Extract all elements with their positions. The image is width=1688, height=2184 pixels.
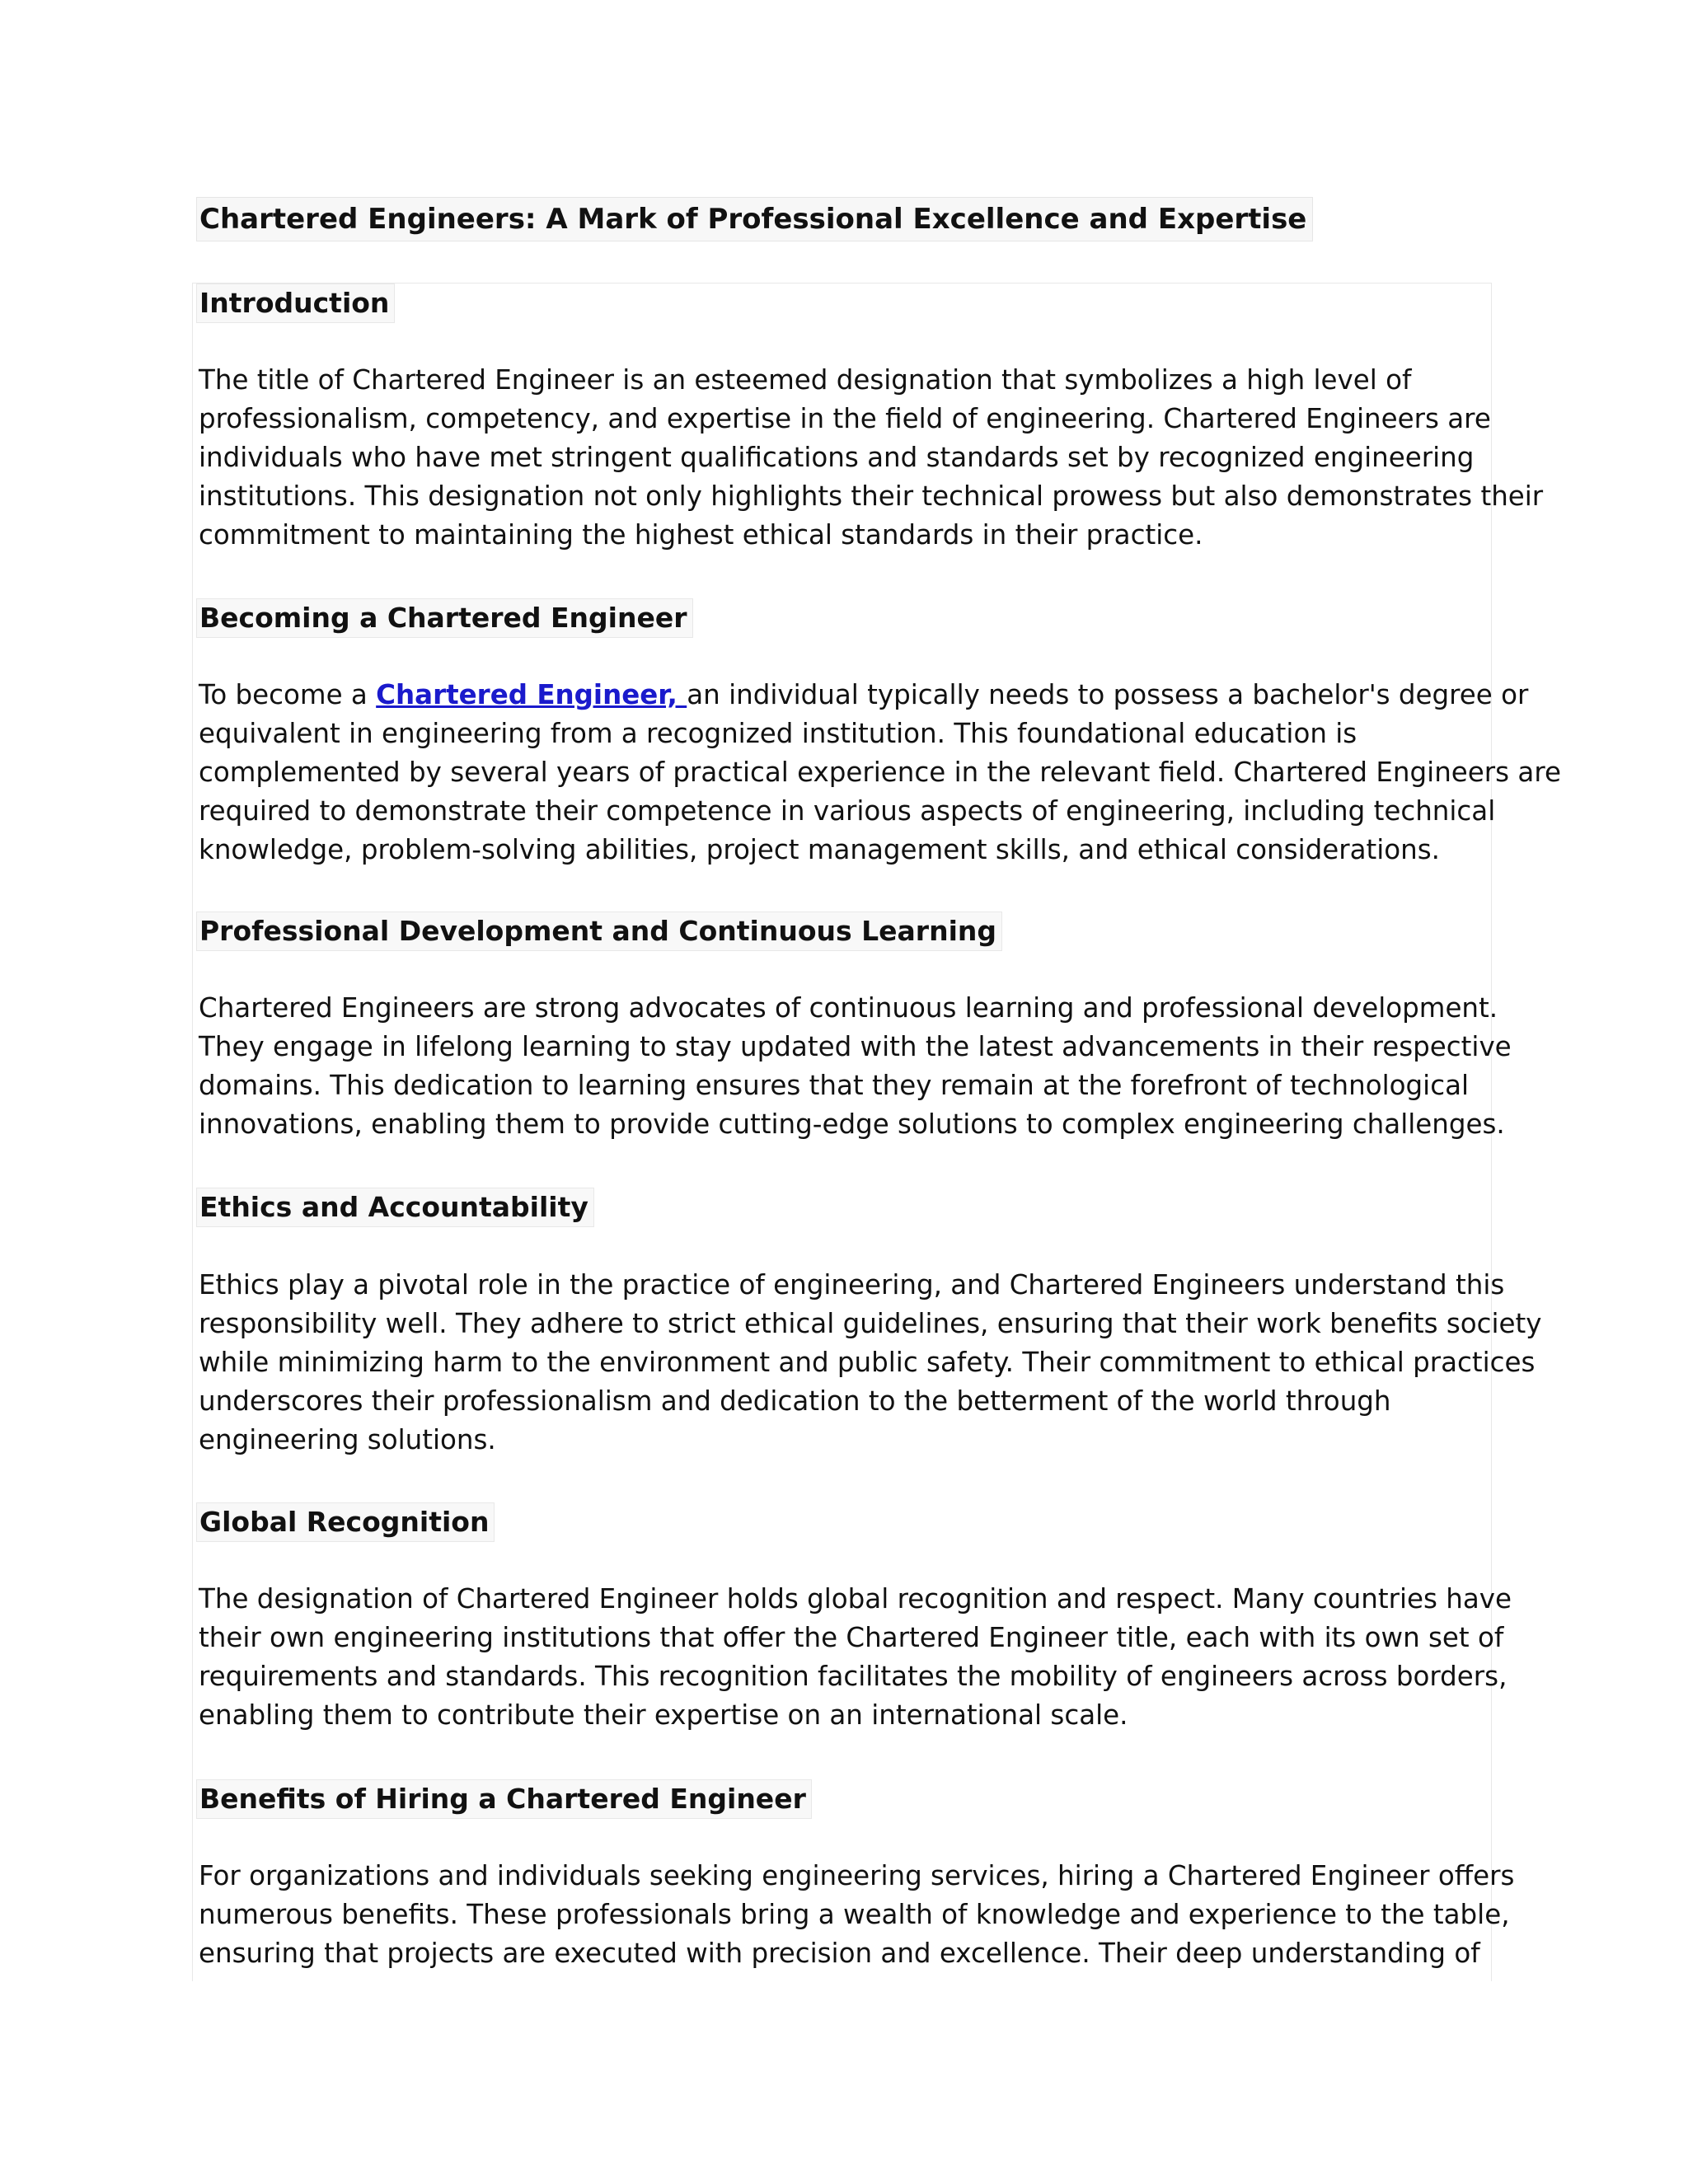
paragraph-benefits-hiring	[199, 1857, 1515, 1973]
paragraph-professional-development	[199, 989, 1512, 1144]
paragraph-introduction	[199, 361, 1544, 555]
text-line: knowledge, problem-solving abilities, project management skills, and ethical considerations.	[199, 834, 1441, 865]
text-line: individuals who have met stringent qualifications and standards set by recognized engineering	[199, 442, 1475, 473]
paragraph-ethics-accountability	[199, 1266, 1542, 1460]
text-line: engineering solutions.	[199, 1424, 496, 1455]
text-line: enabling them to contribute their expertise on an international scale.	[199, 1699, 1128, 1731]
text-line: The designation of Chartered Engineer holds global recognition and respect. Many countries have	[199, 1583, 1512, 1615]
text-segment: To become a	[199, 679, 377, 710]
text-line: The title of Chartered Engineer is an esteemed designation that symbolizes a high level of	[199, 364, 1412, 396]
text-line: innovations, enabling them to provide cutting-edge solutions to complex engineering challenges.	[199, 1108, 1505, 1140]
text-line: complemented by several years of practical experience in the relevant field. Chartered Engineers are	[199, 757, 1561, 788]
text-line	[199, 676, 1529, 715]
text-line: ensuring that projects are executed with precision and excellence. Their deep understanding of	[199, 1938, 1480, 1969]
text-line: their own engineering institutions that offer the Chartered Engineer title, each with its own set of	[199, 1622, 1504, 1653]
paragraph-global-recognition	[199, 1580, 1512, 1735]
text-line: while minimizing harm to the environment and public safety. Their commitment to ethical practices	[199, 1347, 1536, 1378]
heading-introduction: Introduction	[196, 284, 395, 323]
text-segment: an individual typically needs to possess a bachelor's degree or	[687, 679, 1529, 710]
heading-becoming-chartered-engineer: Becoming a Chartered Engineer	[196, 598, 693, 638]
text-line: numerous benefits. These professionals bring a wealth of knowledge and experience to the table,	[199, 1899, 1510, 1930]
text-line: institutions. This designation not only highlights their technical prowess but also demonstrates their	[199, 480, 1544, 512]
heading-professional-development: Professional Development and Continuous Learning	[196, 912, 1002, 951]
heading-benefits-hiring: Benefits of Hiring a Chartered Engineer	[196, 1779, 812, 1819]
heading-global-recognition: Global Recognition	[196, 1502, 495, 1542]
text-line: requirements and standards. This recognition facilitates the mobility of engineers across borders,	[199, 1661, 1507, 1692]
chartered-engineer-link[interactable]: Chartered Engineer,	[376, 679, 687, 710]
text-line: commitment to maintaining the highest ethical standards in their practice.	[199, 519, 1203, 551]
text-line: underscores their professionalism and dedication to the betterment of the world through	[199, 1385, 1391, 1417]
text-line: Chartered Engineers are strong advocates of continuous learning and professional development.	[199, 992, 1498, 1024]
text-line: They engage in lifelong learning to stay updated with the latest advancements in their respective	[199, 1031, 1512, 1062]
text-line: required to demonstrate their competence in various aspects of engineering, including technical	[199, 795, 1496, 827]
text-line: equivalent in engineering from a recognized institution. This foundational education is	[199, 718, 1357, 749]
text-line: responsibility well. They adhere to strict ethical guidelines, ensuring that their work benefits society	[199, 1308, 1542, 1339]
document-title: Chartered Engineers: A Mark of Professional Excellence and Expertise	[196, 197, 1313, 241]
text-line: Ethics play a pivotal role in the practice of engineering, and Chartered Engineers understand this	[199, 1269, 1505, 1301]
text-line: domains. This dedication to learning ensures that they remain at the forefront of technological	[199, 1070, 1470, 1101]
text-line: For organizations and individuals seeking engineering services, hiring a Chartered Engineer offers	[199, 1860, 1515, 1891]
heading-ethics-accountability: Ethics and Accountability	[196, 1188, 594, 1227]
paragraph-becoming-chartered-engineer	[199, 676, 1561, 869]
text-line: professionalism, competency, and expertise in the field of engineering. Chartered Engineers are	[199, 403, 1491, 434]
